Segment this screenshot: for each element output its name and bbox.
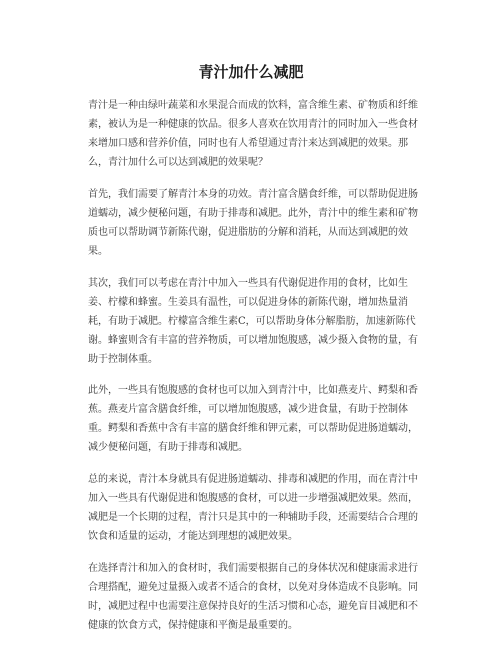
paragraph-6: 在选择青汁和加入的食材时，我们需要根据自己的身体状况和健康需求进行合理搭配，避免过量摄入或者不适合的食材，以免对身体造成不良影响。同时，减肥过程中也需要注意保持良好的生活习惯和心态，避免盲目减肥和不健康的饮食方式，保持健康和平衡是最重要的。	[88, 562, 418, 631]
paragraph-1: 青汁是一种由绿叶蔬菜和水果混合而成的饮料，富含维生素、矿物质和纤维素，被认为是一种健康的饮品。很多人喜欢在饮用青汁的同时加入一些食材来增加口感和营养价值，同时也有人希望通过青汁来达到减肥的效果。那么，青汁加什么可以达到减肥的效果呢？	[88, 100, 418, 168]
document-title: 青汁加什么减肥	[198, 63, 304, 81]
document-body	[88, 96, 418, 648]
paragraph-5: 总的来说，青汁本身就具有促进肠道蠕动、排毒和减肥的作用，而在青汁中加入一些具有代谢促进和饱腹感的食材，可以进一步增强减肥效果。然而，减肥是一个长期的过程，青汁只是其中的一种辅助手段，还需要结合合理的饮食和适量的运动，才能达到理想的减肥效果。	[88, 474, 418, 543]
paragraph-4: 此外，一些具有饱腹感的食材也可以加入到青汁中，比如燕麦片、鳄梨和香蕉。燕麦片富含膳食纤维，可以增加饱腹感，减少进食量，有助于控制体重。鳄梨和香蕉中含有丰富的膳食纤维和钾元素，可以帮助促进肠道蠕动，减少便秘问题，有助于排毒和减肥。	[88, 385, 418, 454]
paragraph-2: 首先，我们需要了解青汁本身的功效。青汁富含膳食纤维，可以帮助促进肠道蠕动，减少便秘问题，有助于排毒和减肥。此外，青汁中的维生素和矿物质也可以帮助调节新陈代谢，促进脂肪的分解和消耗，从而达到减肥的效果。	[88, 188, 418, 257]
paragraph-3: 其次，我们可以考虑在青汁中加入一些具有代谢促进作用的食材，比如生姜、柠檬和蜂蜜。生姜具有温性，可以促进身体的新陈代谢，增加热量消耗，有助于减肥。柠檬富含维生素C，可以帮助身体分解脂肪，加速新陈代谢。蜂蜜则含有丰富的营养物质，可以增加饱腹感，减少摄入食物的量，有助于控制体重。	[88, 277, 418, 365]
